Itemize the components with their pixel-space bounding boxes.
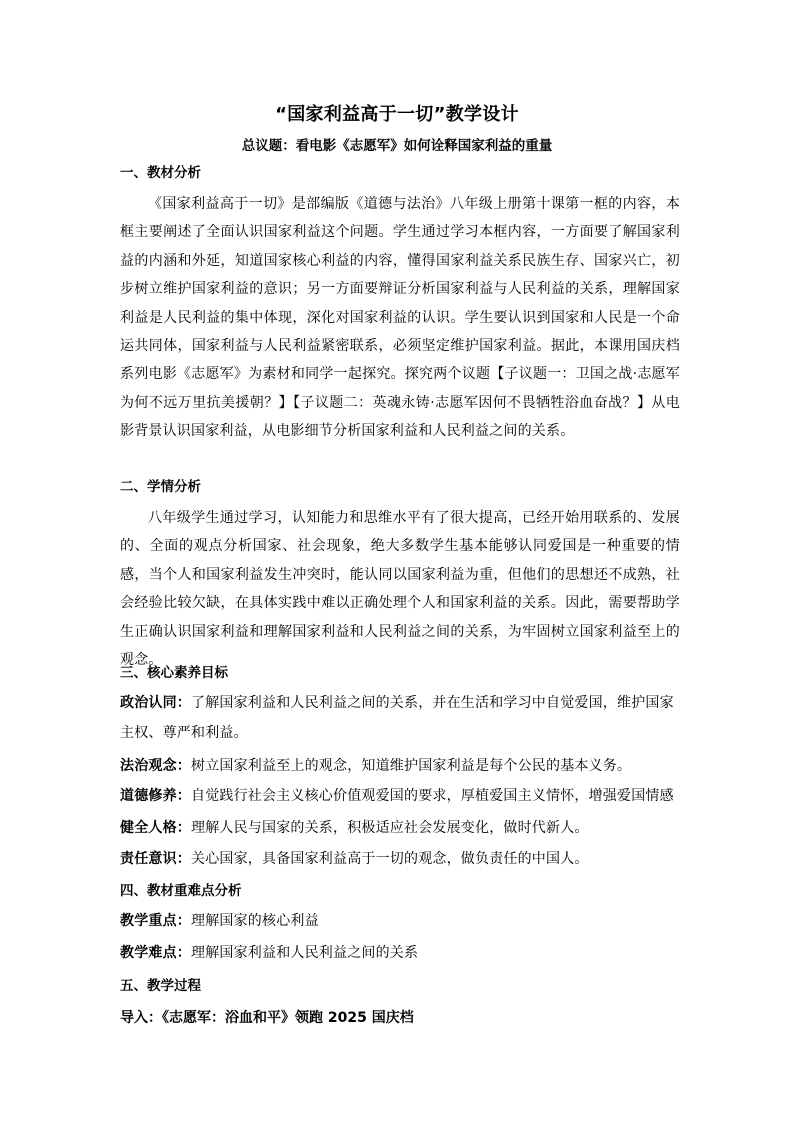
point-label: 教学重点： [120, 913, 191, 929]
goal-item-responsibility [120, 844, 680, 874]
section-heading-student-analysis: 二、学情分析 [120, 479, 201, 495]
section-heading-textbook-analysis: 一、教材分析 [120, 165, 201, 181]
goal-text: 自觉践行社会主义核心价值观爱国的要求，厚植爱国主义情怀，增强爱国情感 [191, 788, 674, 804]
section-heading-key-difficult-points: 四、教材重难点分析 [120, 883, 242, 899]
point-text: 理解国家利益和人民利益之间的关系 [191, 945, 419, 961]
section-heading-teaching-process: 五、教学过程 [120, 978, 201, 994]
goal-item-political-identity [120, 688, 680, 748]
section-heading-core-literacy-goals: 三、核心素养目标 [120, 665, 228, 681]
section-body-student-analysis: 八年级学生通过学习，认知能力和思维水平有了很大提高，已经开始用联系的、发展的、全面的观点分析国家、社会现象，绝大多数学生基本能够认同爱国是一种重要的情感，当个人和国家利益发生冲突时，能认同以国家利益为重，但他们的思想还不成熟，社会经验比较欠缺，在具体实践中难以正确处理个人和国家利益的关系。因此，需要帮助学生正确认识国家利益和理解国家利益和人民利益之间的关系，为牢固树立国家利益至上的观念。 [120, 510, 680, 669]
goal-item-moral-cultivation [120, 781, 680, 811]
key-point-item [120, 906, 680, 936]
goal-label: 法治观念： [120, 758, 191, 774]
goal-item-sound-personality [120, 813, 680, 843]
goal-text: 了解国家利益和人民利益之间的关系，并在生活和学习中自觉爱国，维护国家主权、尊严和利益。 [120, 695, 674, 741]
goal-label: 健全人格： [120, 820, 191, 836]
section-body-textbook-analysis: 《国家利益高于一切》是部编版《道德与法治》八年级上册第十课第一框的内容，本框主要阐述了全面认识国家利益这个问题。学生通过学习本框内容，一方面要了解国家利益的内涵和外延，知道国家核心利益的内容，懂得国家利益关系民族生存、国家兴亡，初步树立维护国家利益的意识；另一方面要辩证分析国家利益与人民利益的关系，理解国家利益是人民利益的集中体现，深化对国家利益的认识。学生要认识到国家和人民是一个命运共同体，国家利益与人民利益紧密联系，必须坚定维护国家利益。据此，本课用国庆档系列电影《志愿军》为素材和同学一起探究。探究两个议题【子议题一：卫国之战·志愿军为何不远万里抗美援朝？】【子议题二：英魂永铸·志愿军因何不畏牺牲浴血奋战？】从电影背景认识国家利益，从电影细节分析国家利益和人民利益之间的关系。 [120, 196, 680, 440]
goal-text: 关心国家，具备国家利益高于一切的观念，做负责任的中国人。 [191, 851, 589, 867]
point-label: 教学难点： [120, 945, 191, 961]
document-title: “国家利益高于一切”教学设计 [275, 104, 519, 125]
lead-in-line: 导入：《志愿军：浴血和平》领跑 2025 国庆档 [120, 1010, 414, 1026]
difficult-point-item [120, 938, 680, 968]
point-text: 理解国家的核心利益 [191, 913, 319, 929]
goal-label: 道德修养： [120, 788, 191, 804]
goal-label: 责任意识： [120, 851, 191, 867]
document-subtitle: 总议题：看电影《志愿军》如何诠释国家利益的重量 [241, 138, 553, 154]
goal-text: 理解人民与国家的关系，积极适应社会发展变化，做时代新人。 [191, 820, 589, 836]
goal-item-rule-of-law [120, 751, 680, 781]
goal-text: 树立国家利益至上的观念，知道维护国家利益是每个公民的基本义务。 [191, 758, 632, 774]
goal-label: 政治认同： [120, 695, 191, 711]
